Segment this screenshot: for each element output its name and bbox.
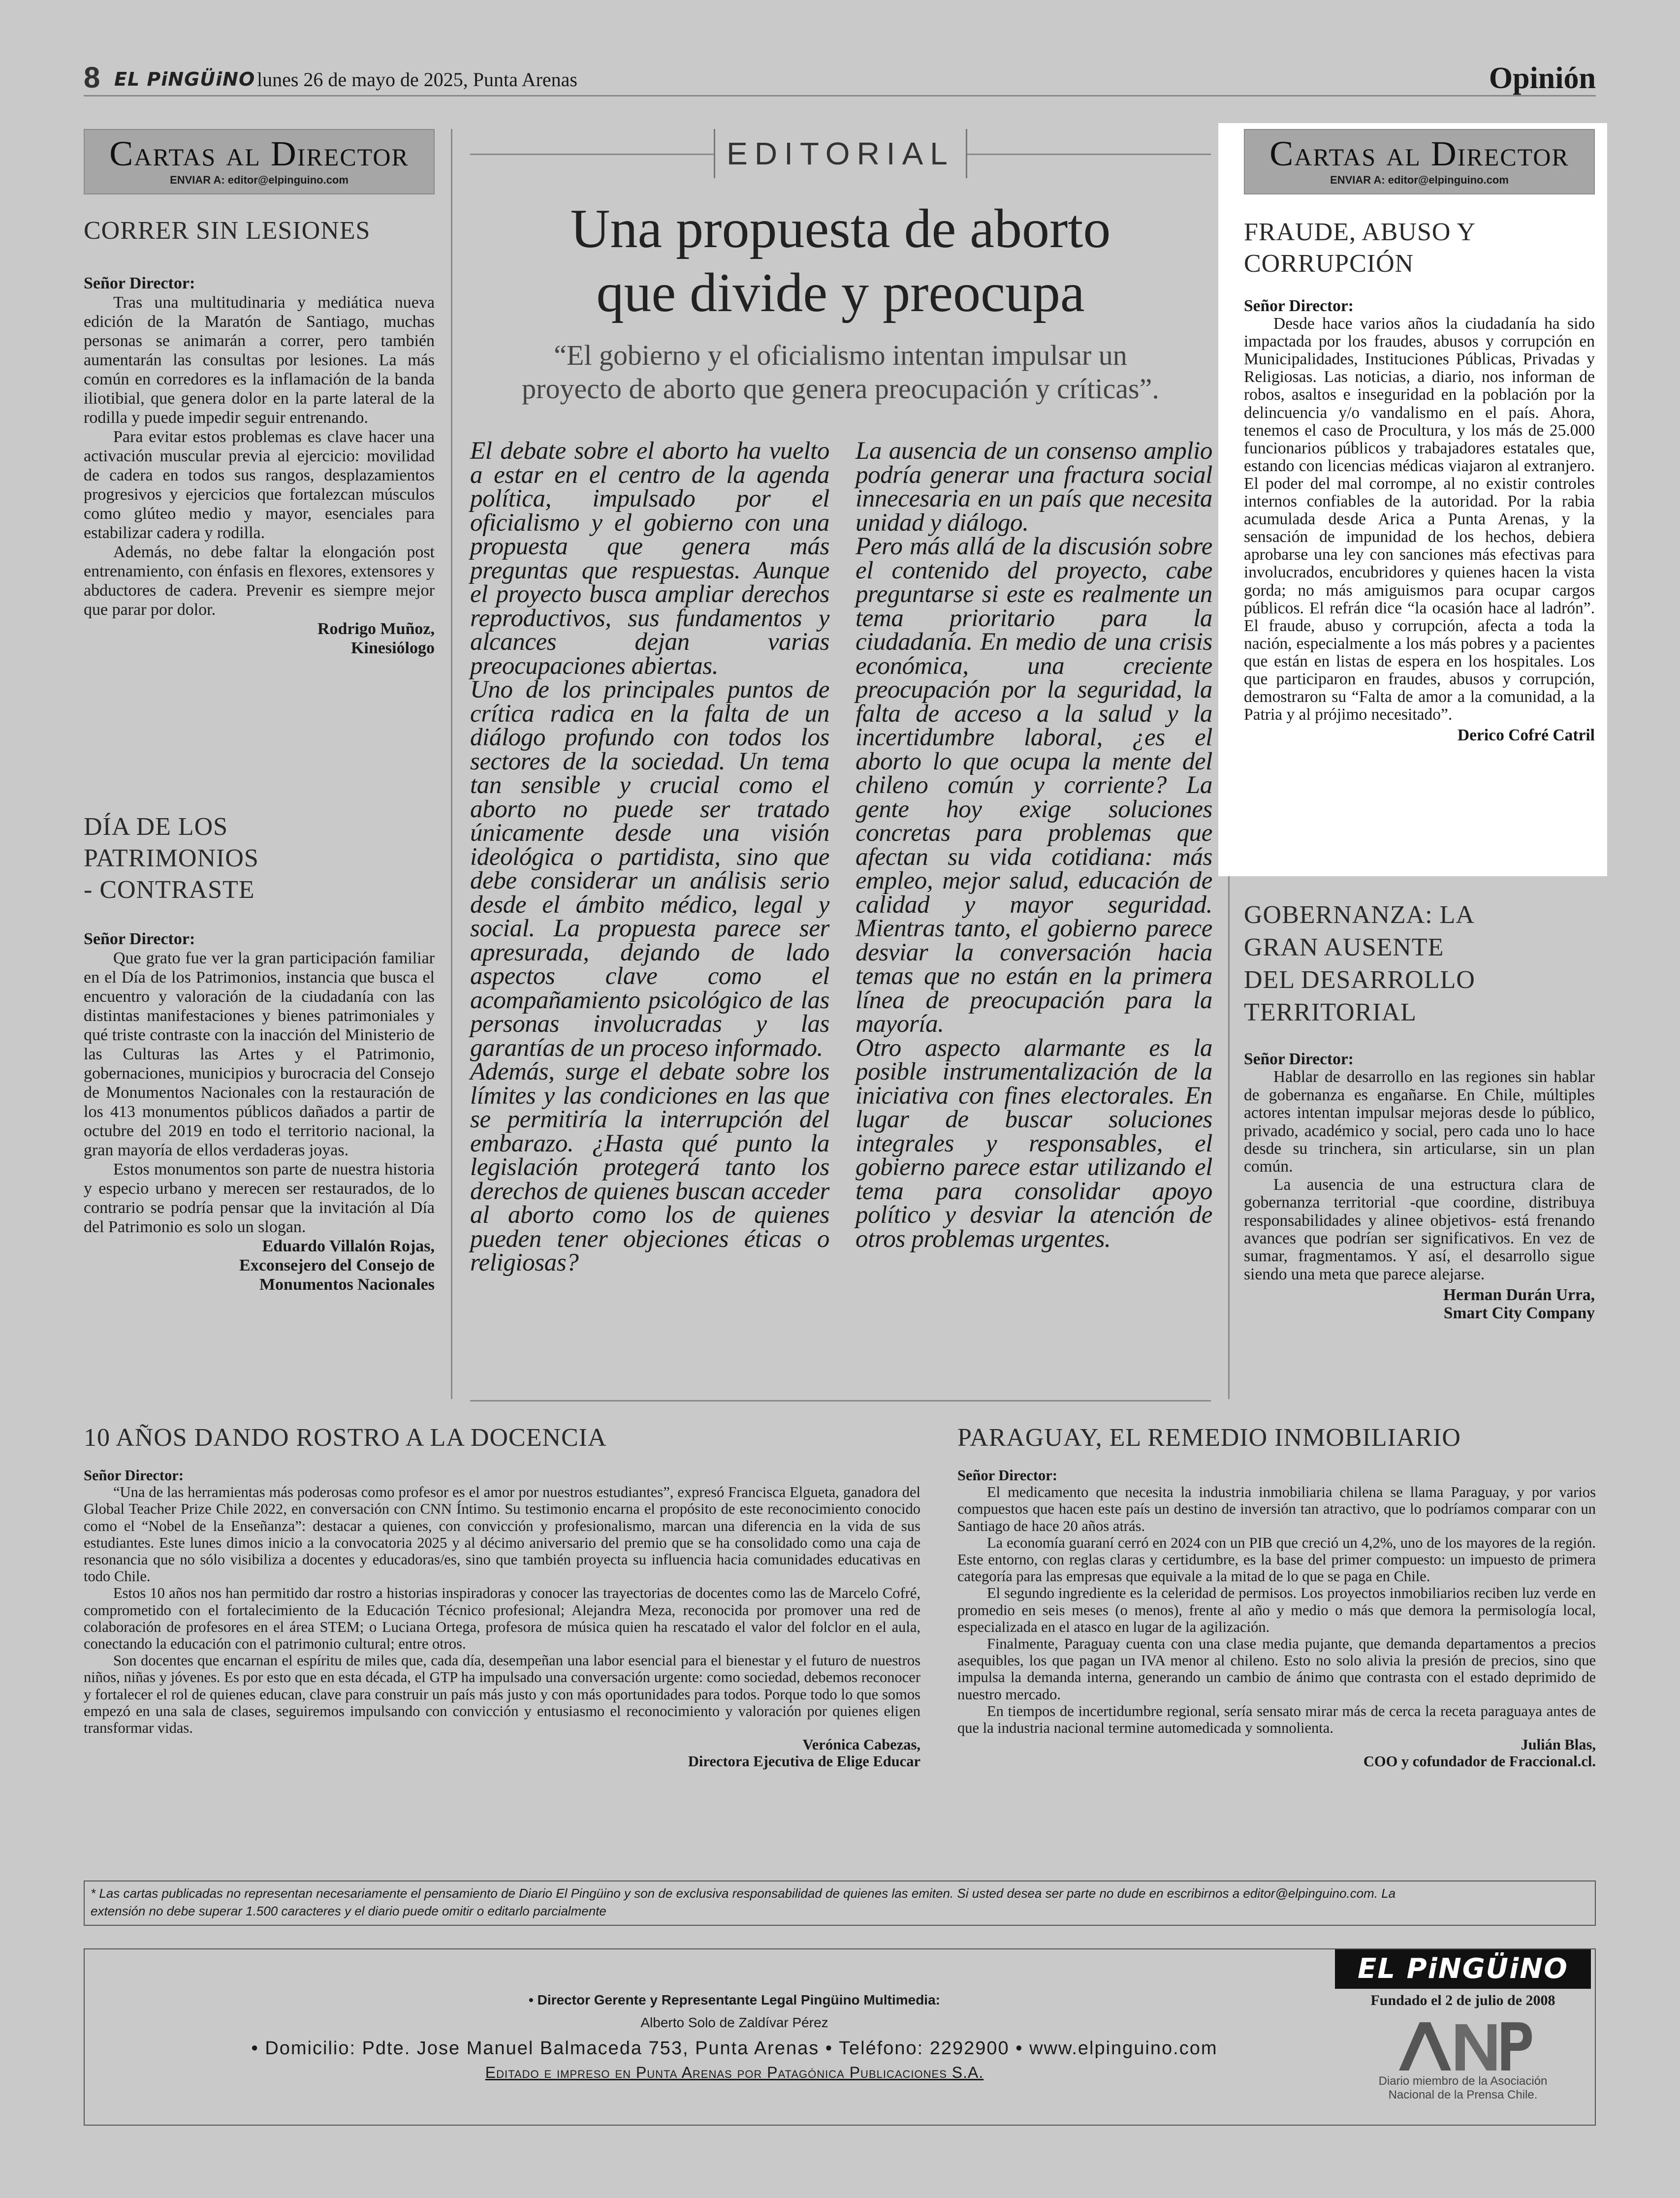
- signature-role: Exconsejero del Consejo de: [239, 1256, 435, 1274]
- signature-name: Derico Cofré Catril: [1457, 726, 1595, 745]
- signature-role: Kinesiólogo: [350, 639, 435, 657]
- letters-box-left: [84, 129, 435, 194]
- letter-paragraph: La economía guaraní cerró en 2024 con un PIB que creció un 4,2%, uno de los mayores de la región. Este entorno, con reglas claras y certidumbre, es la base del primer compuesto: un impuesto de primera categoría para las empresas que equivale a la mitad de lo que se paga en Chile.: [957, 1534, 1596, 1585]
- masthead-rule: [84, 95, 1596, 96]
- anp-logo: [1335, 2015, 1591, 2074]
- editorial-deck: [470, 339, 1211, 406]
- letters-box-email: ENVIAR A: editor@elpinguino.com: [170, 174, 349, 186]
- editorial-column-2: [856, 439, 1212, 1251]
- letters-box-email: ENVIAR A: editor@elpinguino.com: [1330, 174, 1509, 186]
- footer-logo: EL PiNGÜiNO: [1335, 1949, 1591, 1989]
- letter-title-line: FRAUDE, ABUSO Y: [1244, 218, 1476, 246]
- masthead: [84, 62, 1596, 97]
- director-name: Alberto Solo de Zaldívar Pérez: [640, 2015, 828, 2030]
- letter-title-line: GOBERNANZA: LA: [1244, 901, 1475, 929]
- salutation: Señor Director:: [957, 1467, 1057, 1484]
- kicker-rule-right: [967, 154, 1211, 155]
- column-rule: [451, 129, 452, 1399]
- letter-paragraph: La ausencia de una estructura clara de gobernanza territorial -que coordine, distribuya responsabilidades y alinee objetivos- está frenando avances que podrían ser significativos. En vez de sumar, fragmentamos. Y así, el desarrollo sigue siendo una meta que parece alejarse.: [1244, 1175, 1595, 1283]
- kicker-rule-left: [470, 154, 714, 155]
- disclaimer-line-2: extensión no debe superar 1.500 caracteres y el diario puede omitir o editarlo parcialmente: [91, 1904, 606, 1918]
- footer-logo-block: [1335, 1949, 1591, 2125]
- editorial-kicker-box: [714, 129, 967, 178]
- letter-paragraph: El segundo ingrediente es la celeridad de permisos. Los proyectos inmobiliarios reciben luz verde en promedio en seis meses (o menos), frente al año y medio o más que demora la permisología local, especializada en el atasco en lugar de la agilización.: [957, 1585, 1596, 1635]
- signature-role: Smart City Company: [1443, 1304, 1595, 1322]
- salutation: Señor Director:: [84, 274, 195, 292]
- letters-box-title: Cartas al Director: [1269, 134, 1569, 173]
- deck-line-1: “El gobierno y el oficialismo intentan impulsar un: [554, 339, 1127, 371]
- editorial-paragraph: Uno de los principales puntos de crítica radica en la falta de un diálogo profundo con todos los sectores de la sociedad. Un tema tan sensible y crucial como el aborto no puede ser tratado únicamente desde una visión ideológica o partidista, sino que debe considerar un análisis serio desde el ámbito médico, legal y social. La propuesta parece ser apresurada, dejando de lado aspectos clave como el acompañamiento psicológico de las personas involucradas y las garantías de un proceso informado.: [470, 676, 829, 1062]
- letter-docencia: [84, 1423, 920, 1770]
- letter-fraude: [1244, 217, 1595, 744]
- deck-line-2: proyecto de aborto que genera preocupación y críticas”.: [522, 373, 1159, 405]
- editorial-paragraph: Pero más allá de la discusión sobre el contenido del proyecto, cabe preguntarse si este es realmente un tema prioritario para la ciudadanía. En medio de una crisis económica, una creciente preocupación por la seguridad, la falta de acceso a la salud y la incertidumbre laboral, ¿es el aborto lo que ocupa la mente del chileno común y corriente? La gente hoy exige soluciones concretas para problemas que afectan su vida cotidiana: más empleo, mejor salud, educación de calidad y mayor seguridad. Mientras tanto, el gobierno parece desviar la conversación hacia temas que no están en la primera línea de preocupación para la mayoría.: [856, 533, 1212, 1038]
- editorial-kicker: EDITORIAL: [727, 136, 954, 171]
- anp-logo-text: ANP: [1389, 2015, 1391, 2016]
- founded-line: Fundado el 2 de julio de 2008: [1370, 1992, 1555, 2008]
- letter-title: PARAGUAY, EL REMEDIO INMOBILIARIO: [957, 1424, 1461, 1452]
- section-title: Opinión: [1489, 62, 1596, 95]
- letter-title-line: DÍA DE LOS: [84, 813, 228, 841]
- editorial-paragraph: La ausencia de un consenso amplio podría generar una fractura social innecesaria en un país que necesita unidad y diálogo.: [856, 437, 1212, 537]
- letter-paragraph: Además, no debe faltar la elongación post entrenamiento, con énfasis en flexores, extensores y abductores de cadera. Prevenir es siempre mejor que parar por dolor.: [84, 543, 435, 619]
- letter-paragraph: Hablar de desarrollo en las regiones sin hablar de gobernanza es engañarse. En Chile, múltiples actores intentan impulsar mejoras desde lo público, privado, académico y social, pero cada uno lo hace desde su trinchera, sin articularse, sin un plan común.: [1244, 1068, 1595, 1176]
- salutation: Señor Director:: [1244, 297, 1354, 315]
- disclaimer-box: [84, 1880, 1596, 1926]
- signature-name: Eduardo Villalón Rojas,: [262, 1237, 435, 1255]
- letter-paraguay: [957, 1423, 1596, 1770]
- letter-title: CORRER SIN LESIONES: [84, 217, 371, 245]
- letter-paragraph: Desde hace varios años la ciudadanía ha sido impactada por los fraudes, abusos y corrupción en Municipalidades, Instituciones Públicas, Privadas y Religiosas. Las noticias, a diario, nos informan de robos, asaltos e inseguridad en la población por la delincuencia y/o vandalismo en el país. Ahora, tenemos el caso de Procultura, y los más de 25.000 funcionarios públicos y trabajadores estatales que, estando con licencias médicas viajaron al extranjero. El poder del mal corrompe, al no existir controles internos confiables de la autoridad. Por la rabia acumulada desde Arica a Punta Arenas, y la sensación de impunidad de los hechos, debiera aprobarse una ley con sanciones más efectivas para involucrados, encubridores y quienes hacen la vista gorda; no más amiguismos para ocupar cargos públicos. El refrán dice “la ocasión hace al ladrón”. El fraude, abuso y corrupción, afecta a toda la nación, especialmente a los más pobres y a pacientes que están en listas de espera en los hospitales. Los que participaron en fraudes, abusos y corrupción, demostraron su “Falta de amor a la comunidad, a la Patria y al prójimo necesitado”.: [1244, 315, 1595, 724]
- letter-title: 10 AÑOS DANDO ROSTRO A LA DOCENCIA: [84, 1424, 607, 1452]
- anp-line-1: Diario miembro de la Asociación: [1378, 2074, 1548, 2088]
- letter-title-line: CORRUPCIÓN: [1244, 250, 1414, 278]
- signature-role: COO y cofundador de Fraccional.cl.: [1363, 1753, 1596, 1770]
- signature-name: Verónica Cabezas,: [802, 1736, 920, 1753]
- editorial-paragraph: Otro aspecto alarmante es la posible instrumentalización de la iniciativa con fines electorales. En lugar de buscar soluciones integrales y responsables, el gobierno parece estar utilizando el tema para consolidar apoyo político y desviar la atención de otros problemas urgentes.: [856, 1034, 1212, 1253]
- footer-center: [144, 1989, 1325, 2082]
- page-number: 8: [84, 61, 100, 94]
- letter-title-line: - CONTRASTE: [84, 876, 255, 904]
- editorial-paragraph: El debate sobre el aborto ha vuelto a estar en el centro de la agenda política, impulsado por el oficialismo y el gobierno con una propuesta que genera más preguntas que respuestas. Aunque el proyecto busca ampliar derechos reproductivos, sus fundamentos y alcances dejan varias preocupaciones abiertas.: [470, 437, 829, 680]
- signature-name: Herman Durán Urra,: [1443, 1286, 1595, 1305]
- salutation: Señor Director:: [84, 1467, 184, 1484]
- director-label: • Director Gerente y Representante Legal Pingüino Multimedia:: [529, 1992, 940, 2007]
- salutation: Señor Director:: [84, 930, 195, 948]
- headline-line-2: que divide y preocupa: [596, 262, 1085, 323]
- salutation: Señor Director:: [1244, 1050, 1354, 1068]
- disclaimer-line-1: * Las cartas publicadas no representan necesariamente el pensamiento de Diario El Pingüino y son de exclusiva responsabilidad de quienes las emiten. Si usted desea ser parte no dude en escribirnos a editor@elpinguino.com. La: [91, 1886, 1396, 1901]
- letter-title-line: GRAN AUSENTE: [1244, 933, 1444, 961]
- editorial-paragraph: Además, surge el debate sobre los límites y las condiciones en las que se permitiría la interrupción del embarazo. ¿Hasta qué punto la legislación protegerá tanto los derechos de quienes buscan acceder al aborto como los de quienes pueden tener objeciones éticas o religiosas?: [470, 1058, 829, 1276]
- letter-title-line: TERRITORIAL: [1244, 998, 1417, 1026]
- signature-role: Directora Ejecutiva de Elige Educar: [688, 1753, 920, 1770]
- address-line: • Domicilio: Pdte. Jose Manuel Balmaceda 753, Punta Arenas • Teléfono: 2292900 • www.elpinguino.com: [251, 2038, 1218, 2059]
- date-line: lunes 26 de mayo de 2025, Punta Arenas: [257, 68, 577, 91]
- headline-line-1: Una propuesta de aborto: [570, 198, 1111, 259]
- letter-paragraph: Estos monumentos son parte de nuestra historia y especio urbano y merecen ser restaurados, de lo contrario se podría pensar que la invitación al Día del Patrimonio es solo un slogan.: [84, 1160, 435, 1236]
- letter-paragraph: Para evitar estos problemas es clave hacer una activación muscular previa al ejercicio: movilidad de cadera en todos sus rangos, desplazamientos progresivos y ejercicios que fortalezcan músculos como glúteo medio y mayor, esenciales para estabilizar cadera y rodilla.: [84, 428, 435, 542]
- letters-box-right: [1244, 129, 1595, 194]
- anp-emblem-icon: [1389, 2015, 1537, 2074]
- masthead-logo: EL PiNGÜiNO: [114, 68, 255, 90]
- letter-correr: [84, 217, 435, 658]
- editorial-kicker-wrap: [470, 129, 1211, 178]
- letter-gobernanza: [1244, 899, 1595, 1322]
- letter-paragraph: “Una de las herramientas más poderosas como profesor es el amor por nuestros estudiantes”, expresó Francisca Elgueta, ganadora del Global Teacher Prize Chile 2022, en conversación con CNN Íntimo. Su testimonio encarna el propósito de este reconocimiento conocido como el “Nobel de la Enseñanza”: destacar a quienes, con convicción y profesionalismo, marcan una diferencia en la vida de sus estudiantes. Este lunes dimos inicio a la convocatoria 2025 y al décimo aniversario del premio que se ha consolidado como una caja de resonancia que no sólo visibiliza a docentes y educadoras/es, sino que también proyecta su influencia hacia comunidades educativas en todo Chile.: [84, 1484, 920, 1585]
- letter-patrimonios: [84, 811, 435, 1294]
- editorial-column-1: [470, 439, 829, 1275]
- signature-role: Monumentos Nacionales: [259, 1275, 435, 1294]
- letter-paragraph: Que grato fue ver la gran participación familiar en el Día de los Patrimonios, instancia que busca el encuentro y valoración de la ciudadanía con las distintas manifestaciones y bienes patrimoniales y qué triste contraste con la inacción del Ministerio de las Culturas las Artes y el Patrimonio, gobernaciones, municipios y burocracia del Consejo de Monumentos Nacionales con la restauración de los 413 monumentos públicos dañados a partir de octubre del 2019 en todo el territorio nacional, la gran mayoría de ellos verdaderas joyas.: [84, 949, 435, 1159]
- anp-line-2: Nacional de la Prensa Chile.: [1388, 2088, 1538, 2102]
- editorial-headline: [470, 197, 1211, 325]
- letter-paragraph: Son docentes que encarnan el espíritu de miles que, cada día, desempeñan una labor esencial para el bienestar y el futuro de nuestros niños, niñas y jóvenes. Es por esto que en esta década, el GTP ha impulsado una conversación urgente: como sociedad, debemos reconocer y fortalecer el rol de quienes educan, clave para construir un país más justo y con más oportunidades para todos. Porque todo lo que somos empezó en una sala de clases, seguiremos impulsando con convicción y entusiasmo el reconocimiento y valoración por quienes eligen transformar vidas.: [84, 1652, 920, 1737]
- signature-name: Rodrigo Muñoz,: [317, 620, 435, 638]
- signature-name: Julián Blas,: [1521, 1736, 1596, 1753]
- letter-paragraph: Tras una multitudinaria y mediática nueva edición de la Maratón de Santiago, muchas personas se animarán a correr, pero también aumentarán las consultas por lesiones. La más común en corredores es la inflamación de la banda iliotibial, que genera dolor en la parte lateral de la rodilla y puede impedir seguir entrenando.: [84, 293, 435, 427]
- letters-box-title: Cartas al Director: [109, 134, 409, 173]
- letter-paragraph: Finalmente, Paraguay cuenta con una clase media pujante, que demanda departamentos a precios asequibles, los que pagan un IVA menor al chileno. Esto no solo alivia la presión de precios, sino que impulsa la demanda interna, generando un cambio de ánimo que contrasta con el estado deprimido de nuestro mercado.: [957, 1635, 1596, 1703]
- editorial-bottom-rule: [470, 1400, 1211, 1402]
- letter-title-line: DEL DESARROLLO: [1244, 966, 1475, 994]
- letter-paragraph: El medicamento que necesita la industria inmobiliaria chilena se llama Paraguay, y por varios compuestos que hacen este país un destino de inversión tan atractivo, que lo podríamos comparar con un Santiago de hace 20 años atrás.: [957, 1484, 1596, 1534]
- letter-paragraph: En tiempos de incertidumbre regional, sería sensato mirar más de cerca la receta paraguaya antes de que la industria nacional termine automedicada y somnolienta.: [957, 1702, 1596, 1737]
- footer-box: [84, 1948, 1596, 2126]
- letter-title-line: PATRIMONIOS: [84, 844, 259, 872]
- printer-line: Editado e impreso en Punta Arenas por Patagónica Publicaciones S.A.: [485, 2064, 984, 2081]
- letter-paragraph: Estos 10 años nos han permitido dar rostro a historias inspiradoras y conocer las trayectorias de docentes como las de Marcelo Cofré, comprometido con el fortalecimiento de la Educación Técnico profesional; Alejandra Meza, reconocida por promover una red de colaboración de profesores en el área STEM; o Luciana Ortega, profesora de música quien ha rescatado el valor del folclor en el aula, conectando la educación con el patrimonio cultural; entre otros.: [84, 1585, 920, 1653]
